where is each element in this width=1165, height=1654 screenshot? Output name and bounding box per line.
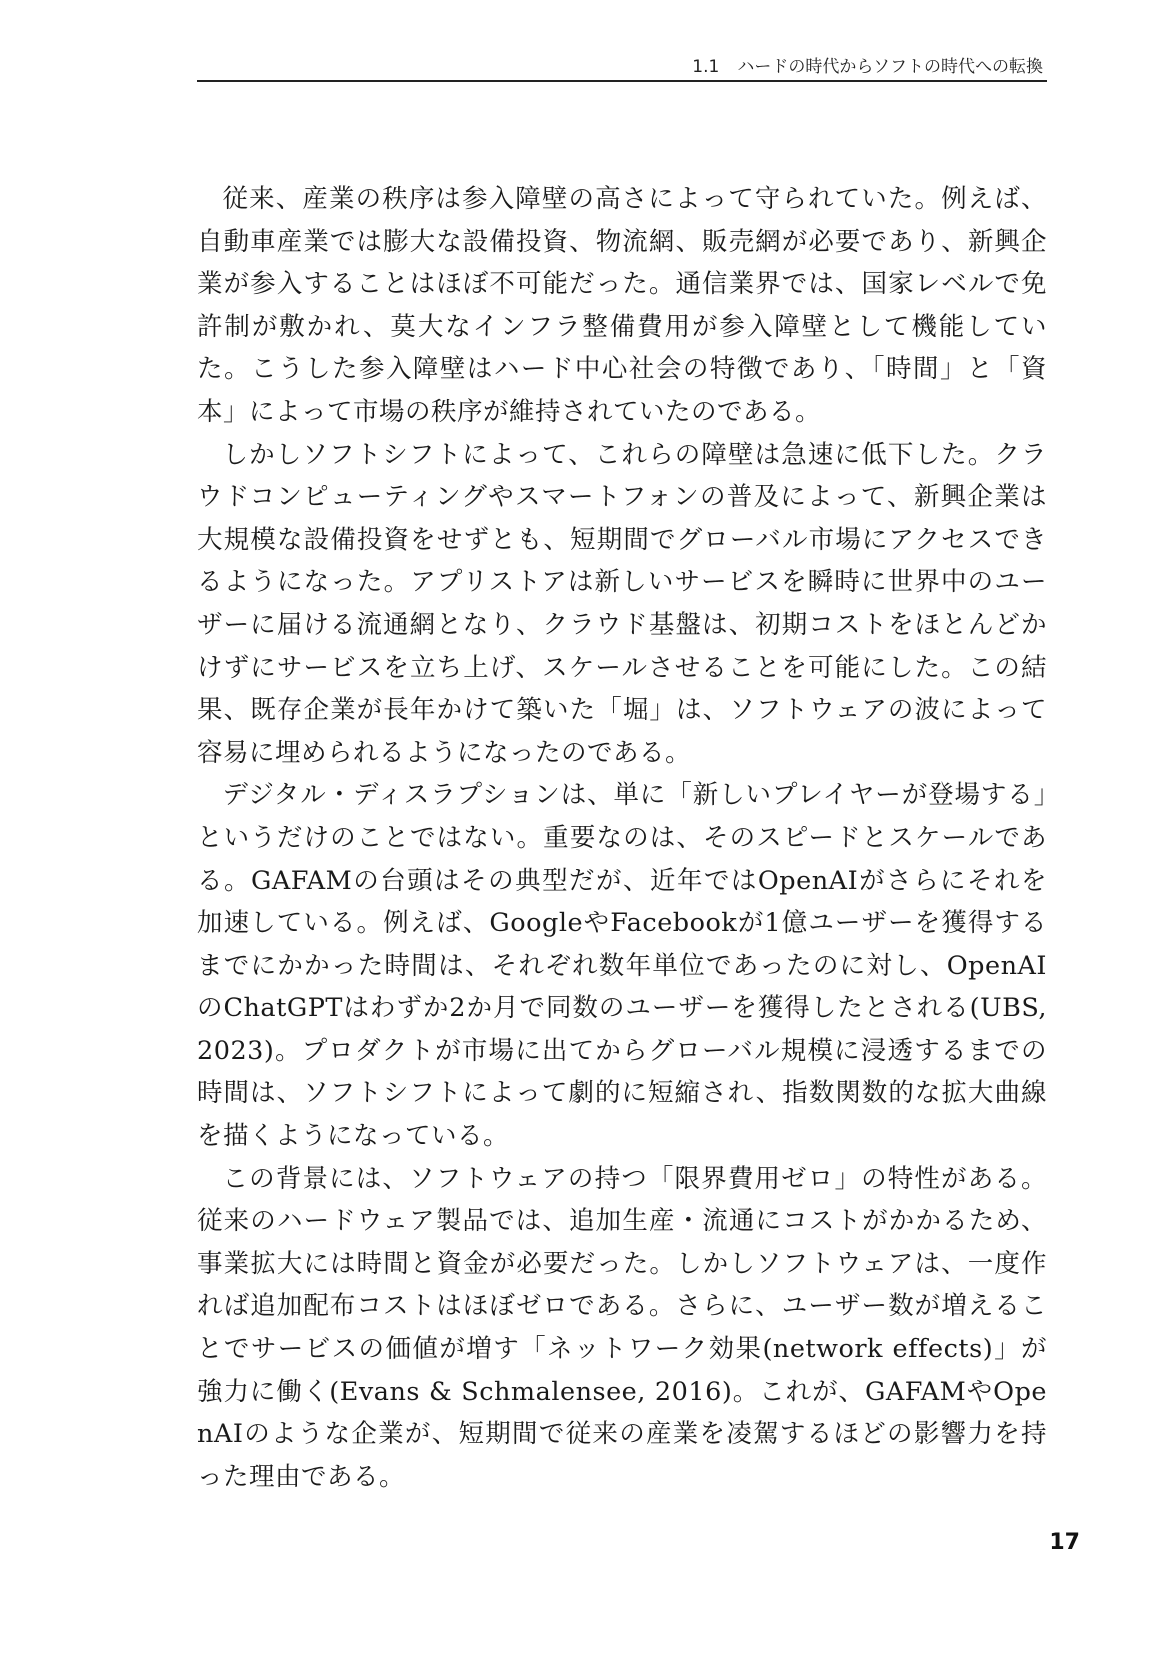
paragraph: 従来、産業の秩序は参入障壁の高さによって守られていた。例えば、自動車産業では膨大な設備投資、物流網、販売網が必要であり、新興企業が参入することはほぼ不可能だった。通信業界では、国家レベルで免許制が敷かれ、莫大なインフラ整備費用が参入障壁として機能していた。こうした参入障壁はハード中心社会の特徴であり、「時間」と「資本」によって市場の秩序が維持されていたのである。 [197,184,1047,427]
paragraph: この背景には、ソフトウェアの持つ「限界費用ゼロ」の特性がある。従来のハードウェア製品では、追加生産・流通にコストがかかるため、事業拡大には時間と資金が必要だった。しかしソフトウェアは、一度作れば追加配布コストはほぼゼロである。さらに、ユーザー数が増えることでサービスの価値が増す「ネットワーク効果(network effects)」が強力に働く(Evans & Schmalensee, 2016)。これが、GAFAMやOpenAIのような企業が、短期間で従来の産業を凌駕するほどの影響力を持った理由である。 [197,1163,1047,1492]
paragraph: しかしソフトシフトによって、これらの障壁は急速に低下した。クラウドコンピューティングやスマートフォンの普及によって、新興企業は大規模な設備投資をせずとも、短期間でグローバル市場にアクセスできるようになった。アプリストアは新しいサービスを瞬時に世界中のユーザーに届ける流通網となり、クラウド基盤は、初期コストをほとんどかけずにサービスを立ち上げ、スケールさせることを可能にした。この結果、既存企業が長年かけて築いた「堀」は、ソフトウェアの波によって容易に埋められるようになったのである。 [197,439,1047,768]
section-number: 1.1 [692,57,720,77]
paragraph: デジタル・ディスラプションは、単に「新しいプレイヤーが登場する」というだけのことではない。重要なのは、そのスピードとスケールである。GAFAMの台頭はその典型だが、近年ではOpenAIがさらにそれを加速している。例えば、GoogleやFacebookが1億ユーザーを獲得するまでにかかった時間は、それぞれ数年単位であったのに対し、OpenAIのChatGPTはわずか2か月で同数のユーザーを獲得したとされる(UBS, 2023)。プロダクトが市場に出てからグローバル規模に浸透するまでの時間は、ソフトシフトによって劇的に短縮され、指数関数的な拡大曲線を描くようになっている。 [197,780,1047,1152]
page-number: 17 [1049,1530,1080,1555]
body-text [197,178,1047,1498]
section-title: ハードの時代からソフトの時代への転換 [737,57,1043,77]
running-head [197,54,1047,82]
